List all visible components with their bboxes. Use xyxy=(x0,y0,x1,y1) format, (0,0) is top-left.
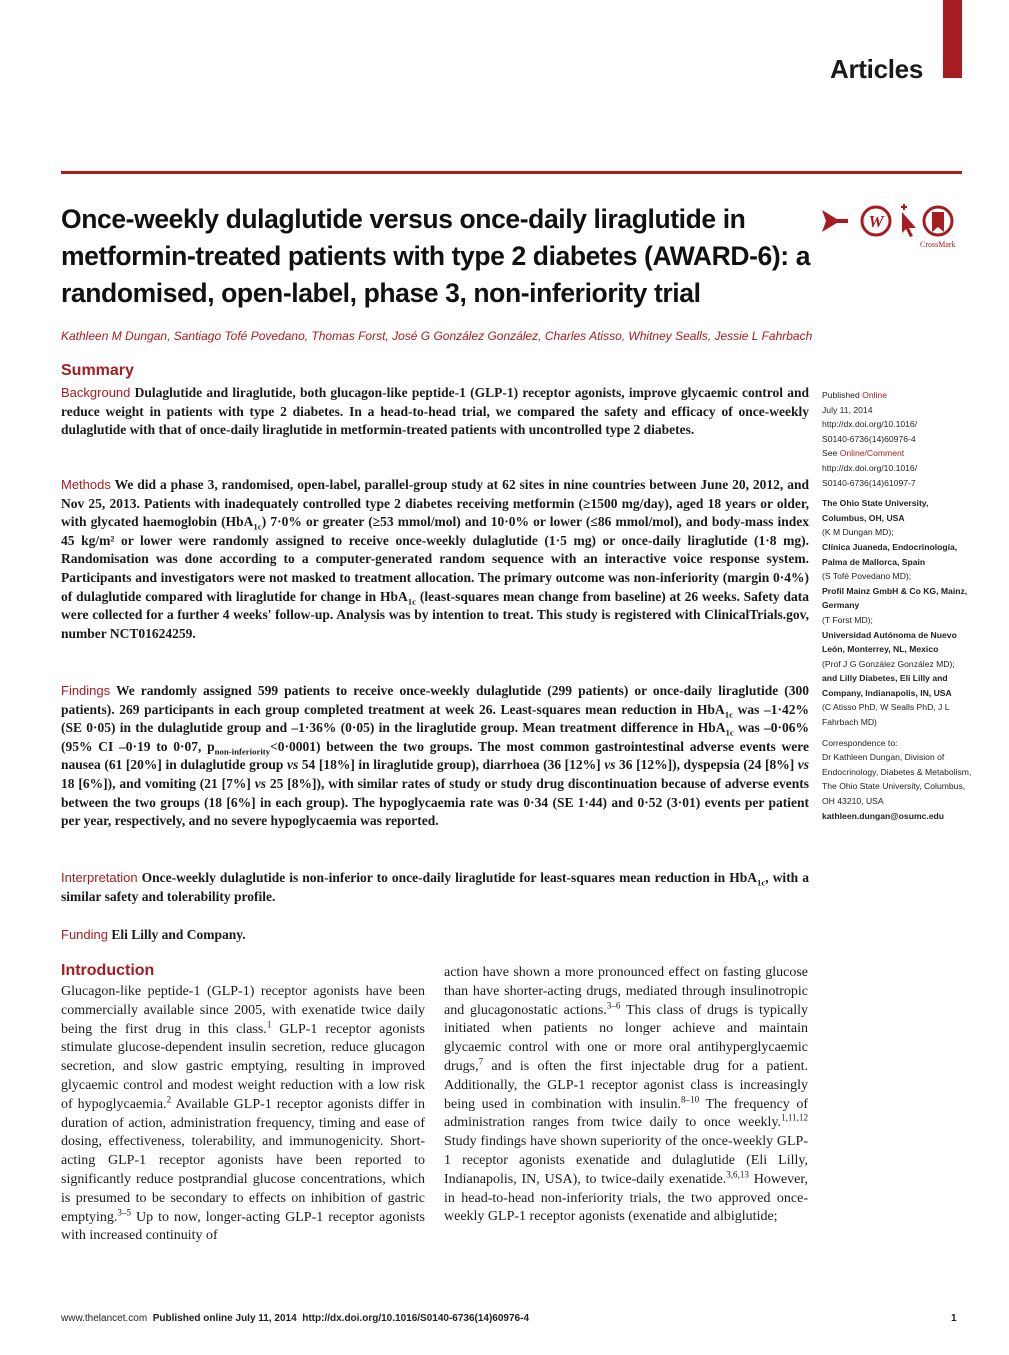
citation-superscript[interactable]: 1,11,12 xyxy=(781,1112,808,1123)
see-label: See xyxy=(822,448,838,459)
introduction-text: Study findings have shown superiority of the once-weekly GLP-1 receptor agonists exenatide and dulaglutide (Eli Lilly, Indianapolis, IN, USA), to twice-daily exenatide. xyxy=(444,1134,808,1187)
comment-doi-link[interactable]: http://dx.doi.org/10.1016/ xyxy=(822,462,918,473)
correspondence-address: Dr Kathleen Dungan, Division of Endocrinology, Diabetes & Metabolism, The Ohio State University, Columbus, OH 43210, USA xyxy=(822,752,972,807)
web-extra-icon[interactable] xyxy=(862,207,890,235)
affiliation-line: (K M Dungan MD); xyxy=(822,527,894,538)
background-label: Background xyxy=(61,385,131,400)
subscript: 1c xyxy=(725,727,734,738)
page-footer xyxy=(61,1313,529,1324)
italic-vs: vs xyxy=(604,757,616,773)
section-label: Articles xyxy=(830,54,923,84)
introduction-text: action have shown a more pronounced effect on fasting glucose than have shorter-acting drugs, mediated through insulinotropic and glucagonostatic actions. xyxy=(444,965,808,1018)
subscript: 1c xyxy=(724,709,733,720)
findings-text: 18 [6%]), and vomiting (21 [7%] xyxy=(61,775,255,791)
introduction-right-column xyxy=(444,964,808,1227)
introduction-text: The frequency of administration ranges from twice daily to once weekly. xyxy=(444,1096,809,1131)
background-text: Dulaglutide and liraglutide, both glucagon-like peptide-1 (GLP-1) receptor agonists, improve glycaemic control and reduce weight in patients with type 2 diabetes. In a head-to-head trial, we compared the safety and efficacy of once-weekly dulaglutide with that of once-daily liraglutide in metformin-treated patients with uncontrolled type 2 diabetes. xyxy=(61,385,810,438)
abstract-methods xyxy=(61,476,809,643)
findings-text: 54 [18%] in liraglutide group), diarrhoea (36 [12%] xyxy=(298,757,605,773)
methods-text: (least-squares mean change from baseline) at 26 weeks. Safety data were collected for a further 4 weeks' follow-up. Analysis was by intention to treat. This study is registered with ClinicalTrials.gov, number NCT01624259. xyxy=(61,588,809,641)
published-online-link[interactable]: Online xyxy=(862,390,887,400)
introduction-text: GLP-1 receptor agonists stimulate glucose-dependent insulin secretion, reduce glucagon secretion, and slow gastric emptying, resulting in improved glycaemic control and modest weight reduction with a low risk of hypoglycaemia. xyxy=(61,1021,425,1112)
methods-text: We did a phase 3, randomised, open-label, parallel-group study at 62 sites in nine countries between June 20, 2012, and Nov 25, 2013. Patients with inadequately controlled type 2 diabetes receiving metformin (≥1500 mg/day), aged 18 years or older, with glycated haemoglobin (HbA xyxy=(61,477,809,530)
open-access-arrow-icon[interactable] xyxy=(822,210,848,232)
interpretation-text: Once-weekly dulaglutide is non-inferior to once-daily liraglutide for least-squares mean reduction in HbA xyxy=(141,870,757,885)
subscript: 1c xyxy=(407,596,417,607)
affiliation-line: (S Tofé Povedano MD); xyxy=(822,571,912,582)
crossmark-icon[interactable] xyxy=(924,207,952,235)
subscript: 1c xyxy=(756,877,766,888)
interpretation-label: Interpretation xyxy=(61,870,138,885)
affiliation-line: (T Forst MD); xyxy=(822,614,873,625)
citation-superscript[interactable]: 3–5 xyxy=(117,1206,132,1217)
author-list: Kathleen M Dungan, Santiago Tofé Povedano, Thomas Forst, José G González González, Charles Atisso, Whitney Sealls, Jessie L Fahrbach xyxy=(61,329,813,343)
findings-text: was –0·06% (95% CI –0·19 to 0·07, p xyxy=(61,720,809,754)
introduction-text: This class of drugs is typically initiated when patients no longer achieve and maintain glycaemic control with one or more oral antihyperglycaemic drugs, xyxy=(444,1002,808,1074)
footer-published: Published online July 11, 2014 xyxy=(152,1313,297,1324)
methods-text: ) 7·0% or greater (≥53 mmol/mol) and 10·0% or lower (≤86 mmol/mol), and body-mass index 45 kg/m² or lower were randomly assigned to receive once-weekly dulaglutide (1·5 mg) or once-daily liraglutide (1·8 mg). Randomisation was done according to a computer-generated random sequence with an interactive voice response system. Participants and investigators were not masked to treatment allocation. The primary outcome was non-inferiority (margin 0·4%) of dulaglutide compared with liraglutide for change in HbA xyxy=(61,514,810,604)
header-accent-bar xyxy=(943,0,962,78)
affiliations xyxy=(822,496,972,730)
citation-superscript[interactable]: 1 xyxy=(266,1018,272,1029)
article-doi-link[interactable]: http://dx.doi.org/10.1016/ xyxy=(822,419,918,430)
findings-text: was –1·42% (SE 0·05) in the dulaglutide group and –1·36% (0·05) in the liraglutide group. Mean treatment difference in HbA xyxy=(61,701,809,736)
correspondence-email[interactable]: kathleen.dungan@osumc.edu xyxy=(822,810,945,821)
affiliation-line: (Prof J G González González MD); xyxy=(822,658,955,669)
comment-doi-link-cont[interactable]: S0140-6736(14)61097-7 xyxy=(822,477,916,488)
introduction-text: Glucagon-like peptide-1 (GLP-1) receptor agonists have been commercially available since 2005, with exenatide twice daily being the first drug in this class. xyxy=(61,984,425,1037)
introduction-text: and is often the first injectable drug for a patient. Additionally, the GLP-1 receptor agonist class is increasingly being used in combination with insulin. xyxy=(444,1058,808,1112)
italic-vs: vs xyxy=(254,775,267,791)
citation-superscript[interactable]: 2 xyxy=(166,1094,172,1105)
affiliation-line: Profil Mainz GmbH & Co KG, Mainz, Germany xyxy=(822,585,968,611)
findings-text: <0·0001) between the two groups. The most common gastrointestinal adverse events were nausea (61 [20%] in dulaglutide group xyxy=(61,738,809,773)
abstract-interpretation xyxy=(61,869,809,906)
citation-superscript[interactable]: 3–6 xyxy=(606,999,621,1010)
footer-site-link[interactable]: www.thelancet.com xyxy=(61,1313,148,1324)
affiliation-line: Clínica Juaneda, Endocrinología, Palma de Mallorca, Spain xyxy=(822,541,958,567)
findings-text: We randomly assigned 599 patients to receive once-weekly dulaglutide (299 patients) or once-daily liraglutide (300 patients). 269 participants in each group completed treatment at week 26. Least-squares mean reduction in HbA xyxy=(61,683,809,717)
cursor-icon[interactable] xyxy=(901,204,916,237)
page-number: 1 xyxy=(951,1313,957,1324)
article-title: Once-weekly dulaglutide versus once-daily liraglutide in metformin-treated patients with type 2 diabetes (AWARD-6): a randomised, open-label, phase 3, non-inferiority trial xyxy=(61,204,811,308)
svg-text:W: W xyxy=(868,212,884,231)
header-rule xyxy=(61,171,962,174)
citation-superscript[interactable]: 3,6,13 xyxy=(726,1169,749,1180)
methods-label: Methods xyxy=(61,477,111,492)
published-date: July 11, 2014 xyxy=(822,404,873,415)
article-doi-link-cont[interactable]: S0140-6736(14)60976-4 xyxy=(822,433,916,444)
correspondence-label: Correspondence to: xyxy=(822,737,898,748)
footer-doi-link[interactable]: http://dx.doi.org/10.1016/S0140-6736(14)60976-4 xyxy=(302,1313,530,1324)
abstract-findings xyxy=(61,682,809,831)
interpretation-text: , with a similar safety and tolerability profile. xyxy=(61,870,809,904)
findings-text: 36 [12%]), dyspepsia (24 [8%] xyxy=(615,757,798,773)
affiliation-line: Universidad Autónoma de Nuevo León, Monterrey, NL, Mexico xyxy=(822,629,957,655)
subscript: non-inferiority xyxy=(214,746,271,757)
affiliation-line: The Ohio State University, Columbus, OH, USA xyxy=(822,498,929,523)
introduction-text: Available GLP-1 receptor agonists differ in duration of action, administration frequency, timing and ease of dosing, effectiveness, tolerability, and immunogenicity. Short-acting GLP-1 receptor agonists have been reported to significantly reduce postprandial glucose concentrations, which is presumed to be secondary to effects on inhibition of gastric emptying. xyxy=(61,1096,425,1225)
sidebar xyxy=(822,388,972,823)
affiliation-line: (C Atisso PhD, W Sealls PhD, J L Fahrbach MD) xyxy=(822,702,950,728)
funding-label: Funding xyxy=(61,927,108,942)
citation-superscript[interactable]: 8–10 xyxy=(680,1093,700,1104)
italic-vs: vs xyxy=(286,757,299,773)
introduction-text: However, in head-to-head non-inferiority trials, the two approved once-weekly GLP-1 receptor agonists (exenatide and albiglutide; xyxy=(444,1171,808,1225)
comment-link[interactable]: Online/Comment xyxy=(839,448,905,459)
abstract-funding xyxy=(61,926,809,945)
see-line xyxy=(822,446,972,461)
published-label: Published xyxy=(822,390,860,400)
subscript: 1c xyxy=(253,521,262,532)
italic-vs: vs xyxy=(797,757,810,773)
introduction-heading: Introduction xyxy=(61,962,155,979)
citation-superscript[interactable]: 7 xyxy=(478,1056,484,1067)
abstract-background xyxy=(61,384,809,440)
findings-text: 25 [8%]), with similar rates of study or study drug discontinuation because of adverse events between the two groups (18 [6%] in each group). The hypoglycaemia rate was 0·34 (SE 1·44) and 0·52 (3·01) events per patient per year, respectively, and no severe hypoglycaemia was reported. xyxy=(61,775,809,829)
funding-text: Eli Lilly and Company. xyxy=(111,927,246,942)
affiliation-line: and Lilly Diabetes, Eli Lilly and Company, Indianapolis, IN, USA xyxy=(822,673,952,698)
introduction-text: Up to now, longer-acting GLP-1 receptor agonists with increased continuity of xyxy=(61,1209,425,1244)
crossmark-label: CrossMark xyxy=(920,240,956,249)
introduction-left-column xyxy=(61,983,425,1246)
summary-heading: Summary xyxy=(61,362,134,379)
published-line xyxy=(822,388,972,403)
findings-label: Findings xyxy=(61,683,111,698)
